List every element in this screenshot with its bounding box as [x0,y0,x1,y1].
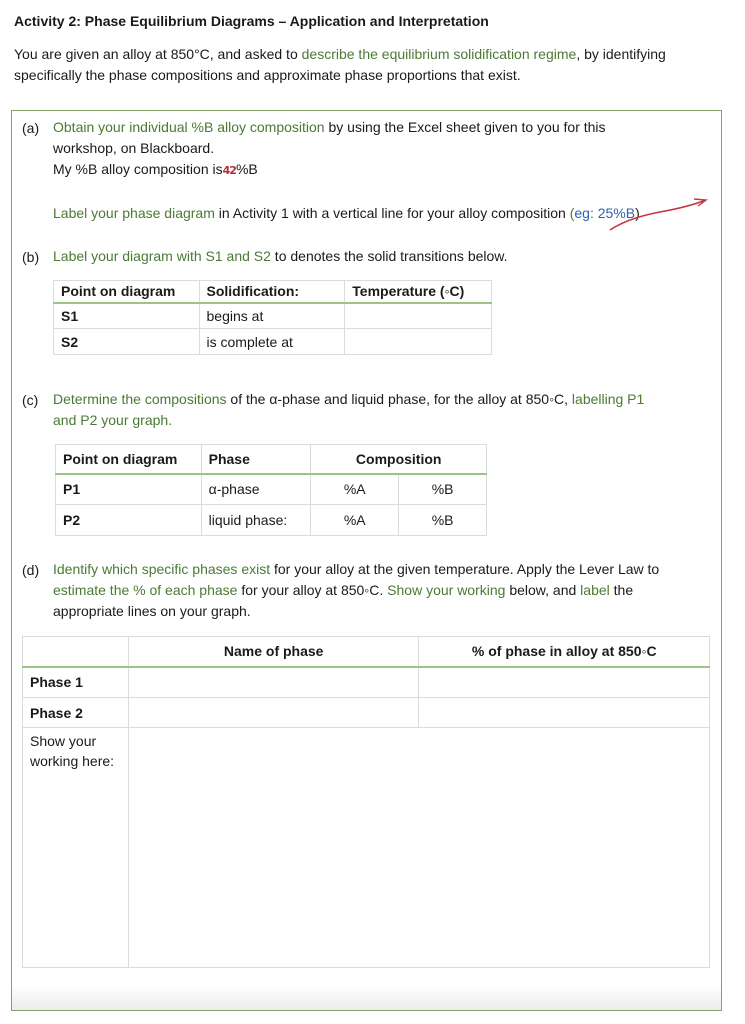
part-a-label-instruction: Label your phase diagram in Activity 1 with a vertical line for your alloy composition (eg: 25%B) [53,205,640,221]
part-d-label: (d) [22,562,40,578]
header-percent-phase: % of phase in alloy at 850◦C [419,637,710,667]
part-d-instruction: Identify which specific phases exist for your alloy at the given temperature. Apply the Lever Law to estimate the % of each phase for your alloy at 850◦C. Show your working below, and label the appropriate lines on your graph. [53,561,660,619]
header-composition: Composition [311,445,487,474]
table-row [56,505,487,536]
phase-proportion-table [22,636,710,968]
page-title: Activity 2: Phase Equilibrium Diagrams – Application and Interpretation [14,13,489,29]
header-name-of-phase: Name of phase [128,637,419,667]
part-b-instruction: Label your diagram with S1 and S2 to denotes the solid transitions below. [53,248,508,264]
table-row [23,728,710,968]
phase-2-percent-cell[interactable] [419,698,710,728]
table-row [56,474,487,505]
point-s2: S2 [54,329,200,355]
p1-percent-a-cell[interactable]: %A [311,474,399,505]
point-p1: P1 [56,474,202,505]
p1-percent-b-cell[interactable]: %B [399,474,487,505]
composition-table [55,444,487,536]
p2-percent-a-cell[interactable]: %A [311,505,399,536]
table-row [54,303,492,329]
temperature-s1-cell[interactable] [345,303,492,329]
header-phase: Phase [201,445,311,474]
red-pen-strike [608,196,708,236]
table-row [54,329,492,355]
part-a-instructions: Obtain your individual %B alloy composition by using the Excel sheet given to you for this workshop, on Blackboard. My %B alloy composition is42%B [53,119,606,177]
solidification-complete: is complete at [199,329,345,355]
intro-paragraph: You are given an alloy at 850°C, and asked to describe the equilibrium solidification regime, by identifying specifically the phase compositions and approximate phase proportions that exist. [14,46,666,83]
header-solidification: Solidification: [199,281,345,303]
part-c-instruction: Determine the compositions of the α-phase and liquid phase, for the alloy at 850◦C, labelling P1 and P2 your graph. [53,391,645,428]
page-bottom-shade [12,985,721,1010]
working-area[interactable] [128,728,709,968]
header-empty [23,637,129,667]
table-row [23,698,710,728]
temperature-s2-cell[interactable] [345,329,492,355]
header-point: Point on diagram [56,445,202,474]
phase-1-name-cell[interactable] [128,667,419,698]
part-c-label: (c) [22,392,39,408]
header-temperature: Temperature (◦C) [345,281,492,303]
phase-liquid: liquid phase: [201,505,311,536]
handwritten-composition: 42 [222,164,236,177]
phase-2-name-cell[interactable] [128,698,419,728]
phase-1-label: Phase 1 [23,667,129,698]
point-s1: S1 [54,303,200,329]
p2-percent-b-cell[interactable]: %B [399,505,487,536]
part-b-label: (b) [22,249,40,265]
header-point: Point on diagram [54,281,200,303]
point-p2: P2 [56,505,202,536]
phase-alpha: α-phase [201,474,311,505]
part-a-label: (a) [22,120,40,136]
solidification-begins: begins at [199,303,345,329]
solidification-table [53,280,492,355]
table-row [23,667,710,698]
working-label: Show your working here: [23,728,129,968]
phase-1-percent-cell[interactable] [419,667,710,698]
phase-2-label: Phase 2 [23,698,129,728]
